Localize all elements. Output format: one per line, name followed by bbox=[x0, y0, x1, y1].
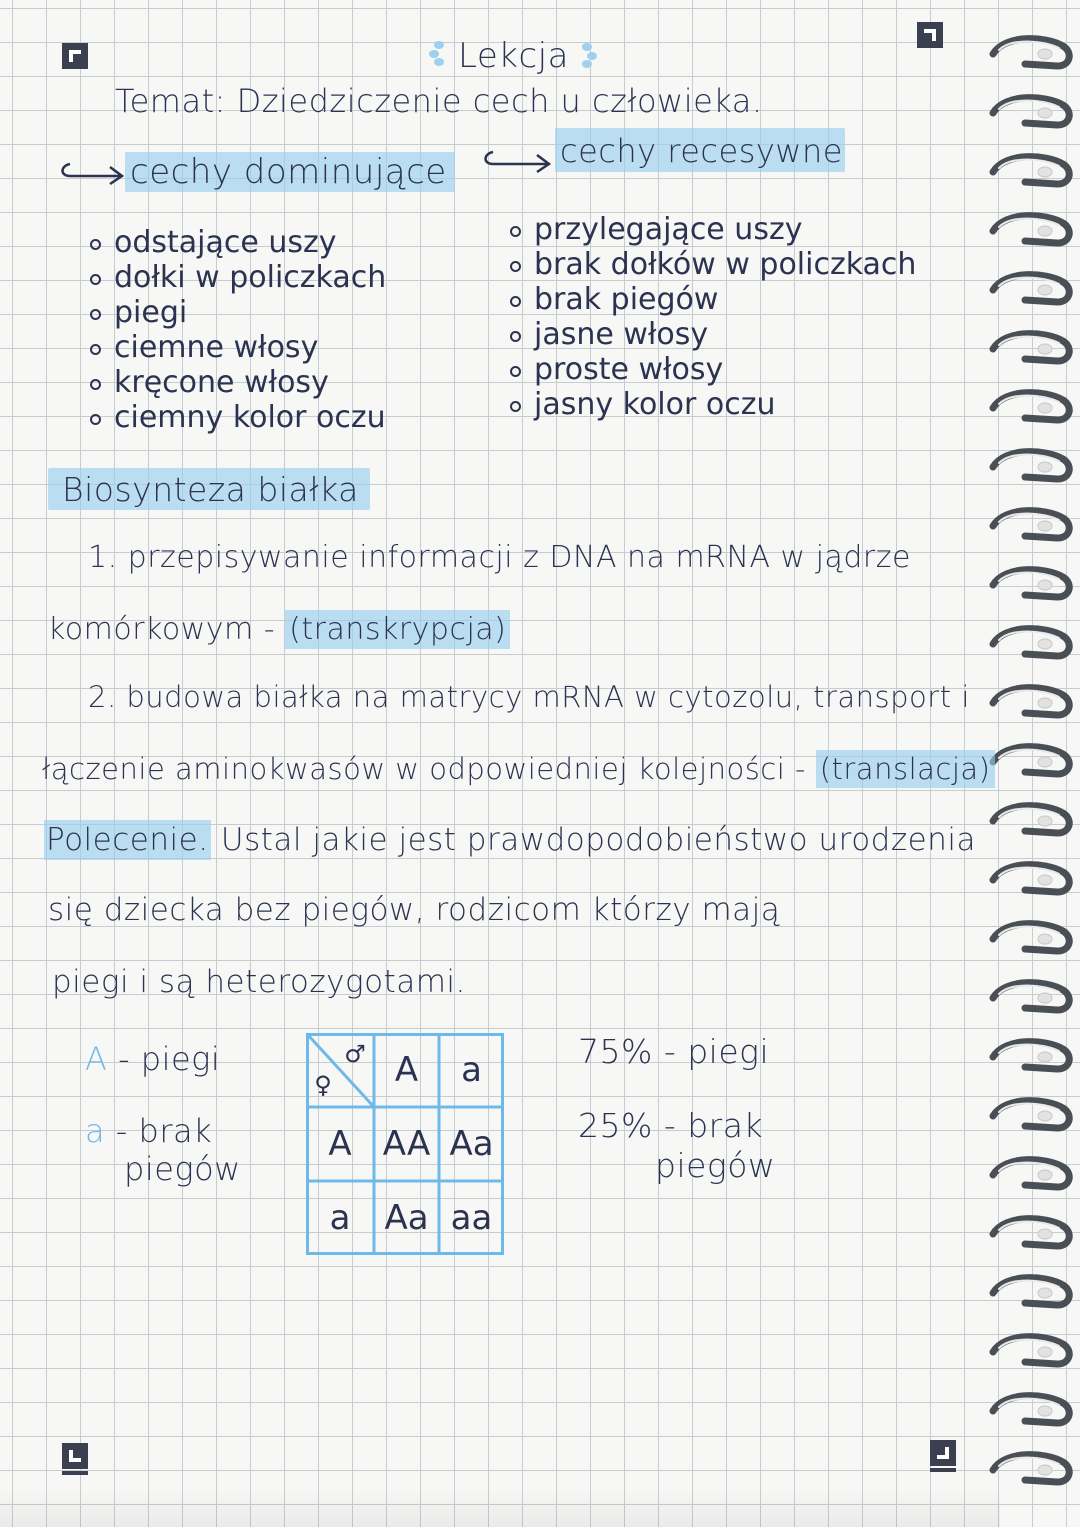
list-item: odstające uszy bbox=[88, 225, 386, 260]
result-no-freckles-line2: piegów bbox=[655, 1146, 776, 1185]
list-item: dołki w policzkach bbox=[88, 260, 386, 295]
dominant-title: cechy dominujące bbox=[130, 152, 447, 192]
bottom-right-marker-icon bbox=[930, 1440, 956, 1472]
dominant-list bbox=[88, 225, 386, 435]
spiral-binding-icon bbox=[985, 0, 1080, 1527]
bullet-icon bbox=[510, 261, 521, 272]
task-line2: się dziecka bez piegów, rodzicom którzy mają bbox=[48, 892, 781, 928]
task-line3: piegi i są heterozygotami. bbox=[52, 964, 466, 1000]
list-item: piegi bbox=[88, 295, 386, 330]
punnett-square bbox=[306, 1033, 504, 1255]
bullet-icon bbox=[510, 331, 521, 342]
translation-term: (translacja) bbox=[816, 750, 995, 788]
legend-recessive: a - brak bbox=[85, 1112, 213, 1150]
col-header-A: A bbox=[394, 1050, 419, 1090]
bullet-icon bbox=[90, 239, 101, 250]
biosynthesis-title: Biosynteza białka bbox=[62, 470, 359, 509]
cell-AA: AA bbox=[382, 1124, 431, 1164]
result-freckles: 75% - piegi bbox=[578, 1032, 770, 1071]
legend-dominant: A - piegi bbox=[85, 1040, 221, 1078]
leaf-doodle-right-icon bbox=[573, 40, 601, 70]
list-item: kręcone włosy bbox=[88, 365, 386, 400]
legend-recessive-line2: piegów bbox=[124, 1150, 241, 1188]
list-item: brak dołków w policzkach bbox=[508, 247, 916, 282]
transcription-term: (transkrypcja) bbox=[285, 610, 510, 649]
male-symbol: ♂ bbox=[344, 1040, 366, 1068]
list-item: brak piegów bbox=[508, 282, 916, 317]
top-left-marker-icon bbox=[62, 43, 88, 69]
task-line1: Polecenie. Ustal jakie jest prawdopodobieństwo urodzenia bbox=[46, 822, 976, 858]
bottom-left-marker-icon bbox=[62, 1443, 88, 1475]
page-bottom-shadow bbox=[0, 1488, 1000, 1527]
bullet-icon bbox=[90, 344, 101, 355]
arrow-right-icon bbox=[60, 158, 128, 186]
bullet-icon bbox=[510, 366, 521, 377]
arrow-right-icon-2 bbox=[483, 146, 555, 174]
topic-heading: Temat: Dziedziczenie cech u człowieka. bbox=[115, 82, 763, 120]
bullet-icon bbox=[90, 414, 101, 425]
task-label: Polecenie. bbox=[46, 822, 209, 858]
leaf-doodle-left-icon bbox=[425, 38, 453, 68]
bullet-icon bbox=[510, 296, 521, 307]
list-item: przylegające uszy bbox=[508, 212, 916, 247]
step2-line2: łączenie aminokwasów w odpowiedniej kolejności - (translacja) bbox=[42, 752, 995, 786]
cell-aa: aa bbox=[450, 1198, 493, 1238]
col-header-a: a bbox=[461, 1050, 482, 1090]
result-no-freckles: 25% - brak bbox=[578, 1106, 764, 1145]
bullet-icon bbox=[90, 274, 101, 285]
row-header-A: A bbox=[328, 1124, 352, 1164]
bullet-icon bbox=[90, 309, 101, 320]
list-item: ciemny kolor oczu bbox=[88, 400, 386, 435]
list-item: ciemne włosy bbox=[88, 330, 386, 365]
recessive-title: cechy recesywne bbox=[560, 132, 843, 170]
lesson-heading: Lekcja bbox=[458, 36, 569, 76]
list-item: jasny kolor oczu bbox=[508, 387, 916, 422]
bullet-icon bbox=[510, 226, 521, 237]
step1-line1: 1. przepisywanie informacji z DNA na mRNA w jądrze bbox=[88, 540, 911, 575]
cell-Aa-2: Aa bbox=[384, 1198, 429, 1238]
allele-dominant-symbol: A bbox=[85, 1040, 108, 1078]
cell-Aa-1: Aa bbox=[449, 1124, 494, 1164]
list-item: jasne włosy bbox=[508, 317, 916, 352]
step2-line1: 2. budowa białka na matrycy mRNA w cytozolu, transport i bbox=[88, 680, 970, 714]
step1-line2: komórkowym - (transkrypcja) bbox=[48, 612, 510, 647]
row-header-a: a bbox=[329, 1198, 351, 1238]
female-symbol: ♀ bbox=[314, 1071, 332, 1099]
list-item: proste włosy bbox=[508, 352, 916, 387]
recessive-list bbox=[508, 212, 916, 422]
bullet-icon bbox=[510, 401, 521, 412]
top-right-marker-icon bbox=[917, 22, 943, 48]
allele-recessive-symbol: a bbox=[85, 1112, 106, 1150]
bullet-icon bbox=[90, 379, 101, 390]
